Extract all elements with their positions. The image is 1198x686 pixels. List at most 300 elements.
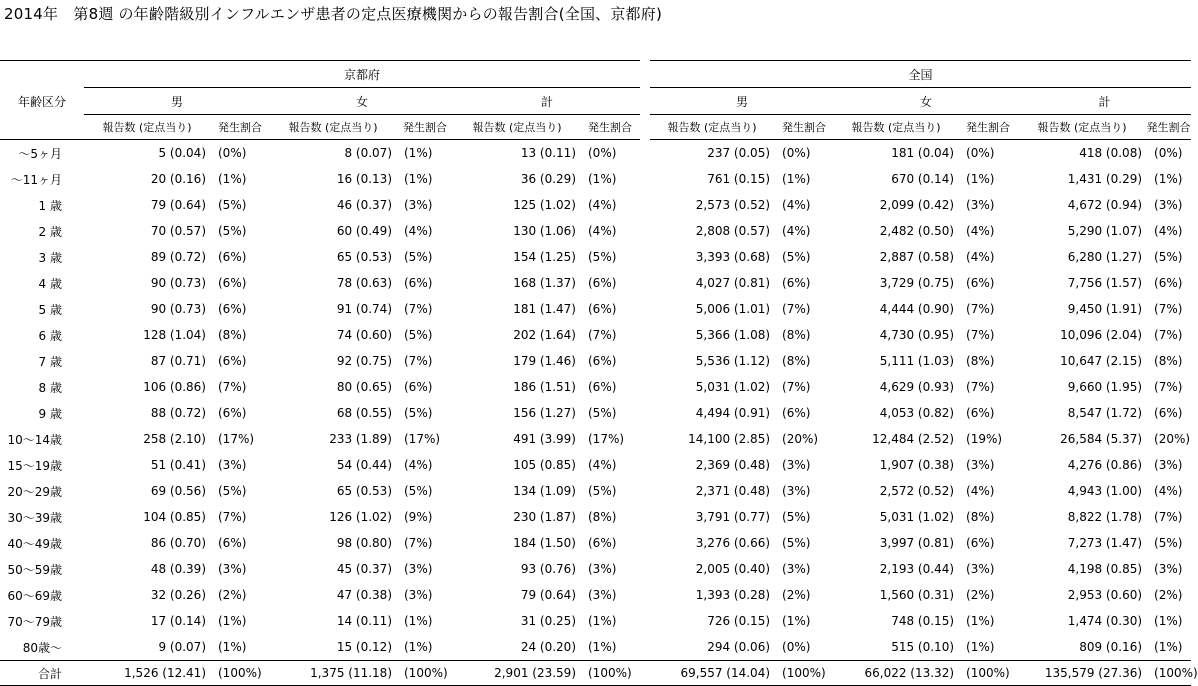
report-count-cell: 10,647 (2.15) — [1060, 354, 1143, 368]
report-count-cell: 5,111 (1.03) — [879, 354, 955, 368]
report-count-cell: 202 (1.64) — [513, 328, 576, 342]
report-count-cell: 74 (0.60) — [336, 328, 392, 342]
report-count-cell: 2,573 (0.52) — [695, 198, 771, 212]
rate-cell: (5%) — [1154, 536, 1183, 550]
report-count-cell: 12,484 (2.52) — [872, 432, 955, 446]
report-count-cell: 5,031 (1.02) — [879, 510, 955, 524]
rate-cell: (3%) — [404, 198, 433, 212]
rate-cell: (2%) — [966, 588, 995, 602]
rate-cell: (8%) — [1154, 354, 1183, 368]
report-count-cell: 105 (0.85) — [513, 458, 576, 472]
report-count-cell: 14 (0.11) — [336, 614, 392, 628]
rate-cell: (7%) — [404, 302, 433, 316]
report-count-cell: 130 (1.06) — [513, 224, 576, 238]
table-row — [0, 530, 1191, 556]
report-count-cell: 5,006 (1.01) — [695, 302, 771, 316]
report-count-cell: 2,808 (0.57) — [695, 224, 771, 238]
table-row — [0, 322, 1191, 348]
col-report-header: 報告数 (定点当り) — [454, 115, 580, 140]
region-separator — [640, 608, 650, 634]
report-count-cell: 78 (0.63) — [336, 276, 392, 290]
report-count-cell: 98 (0.80) — [336, 536, 392, 550]
rate-cell: (0%) — [782, 640, 811, 654]
report-count-cell: 6,280 (1.27) — [1067, 250, 1143, 264]
table-row — [0, 478, 1191, 504]
table-row — [0, 218, 1191, 244]
rate-cell: (6%) — [588, 276, 617, 290]
rate-cell: (7%) — [1154, 328, 1183, 342]
report-count-cell: 4,494 (0.91) — [695, 406, 771, 420]
region-separator — [640, 218, 650, 244]
table-row — [0, 192, 1191, 218]
report-count-cell: 4,943 (1.00) — [1067, 484, 1143, 498]
rate-cell: (1%) — [1154, 640, 1183, 654]
region-separator — [640, 244, 650, 270]
region-separator — [640, 661, 650, 686]
rate-cell: (6%) — [1154, 406, 1183, 420]
report-count-cell: 5,290 (1.07) — [1067, 224, 1143, 238]
age-group-label: 15～19歳 — [7, 458, 62, 473]
age-header-spacer — [0, 115, 84, 140]
report-count-cell: 126 (1.02) — [329, 510, 392, 524]
report-count-cell: 106 (0.86) — [143, 380, 206, 394]
rate-cell: (7%) — [218, 510, 247, 524]
report-count-cell: 16 (0.13) — [336, 172, 392, 186]
rate-cell: (3%) — [782, 562, 811, 576]
rate-cell: (6%) — [218, 536, 247, 550]
rate-cell: (4%) — [966, 224, 995, 238]
table-row — [0, 400, 1191, 426]
report-count-cell: 2,482 (0.50) — [879, 224, 955, 238]
sex-header-national-male: 男 — [650, 88, 834, 115]
table-row — [0, 244, 1191, 270]
rate-cell: (0%) — [218, 146, 247, 160]
report-count-cell: 9,450 (1.91) — [1067, 302, 1143, 316]
region-separator — [640, 478, 650, 504]
report-count-cell: 8,547 (1.72) — [1067, 406, 1143, 420]
report-count-cell: 2,193 (0.44) — [879, 562, 955, 576]
report-count-cell: 181 (0.04) — [891, 146, 955, 160]
rate-cell: (6%) — [404, 380, 433, 394]
age-group-label: 10～14歳 — [7, 432, 62, 447]
report-count-cell: 65 (0.53) — [336, 484, 392, 498]
age-group-label: 4 歳 — [38, 276, 62, 291]
rate-cell: (6%) — [404, 276, 433, 290]
col-rate-header: 発生割合 — [958, 115, 1018, 140]
rate-cell: (1%) — [404, 146, 433, 160]
report-count-cell: 2,005 (0.40) — [695, 562, 771, 576]
report-count-cell: 3,276 (0.66) — [695, 536, 771, 550]
rate-cell: (100%) — [774, 661, 834, 686]
rate-cell: (1%) — [588, 614, 617, 628]
rate-cell: (9%) — [404, 510, 433, 524]
rate-cell: (1%) — [782, 614, 811, 628]
region-separator — [640, 582, 650, 608]
report-count-cell: 47 (0.38) — [336, 588, 392, 602]
rate-cell: (8%) — [782, 328, 811, 342]
age-group-label: 6 歳 — [38, 328, 62, 343]
column-header-row — [0, 115, 1191, 140]
region-separator — [640, 296, 650, 322]
report-count-cell: 8 (0.07) — [344, 146, 392, 160]
sex-header-row — [0, 88, 1191, 115]
age-group-label: 合計 — [0, 661, 84, 686]
rate-cell: (5%) — [782, 510, 811, 524]
rate-cell: (6%) — [1154, 276, 1183, 290]
report-count-cell: 2,572 (0.52) — [879, 484, 955, 498]
col-rate-header: 発生割合 — [774, 115, 834, 140]
rate-cell: (5%) — [782, 250, 811, 264]
report-count-cell: 186 (1.51) — [513, 380, 576, 394]
report-count-cell: 91 (0.74) — [336, 302, 392, 316]
report-count-cell: 670 (0.14) — [891, 172, 955, 186]
col-rate-header: 発生割合 — [580, 115, 640, 140]
report-count-cell: 5,366 (1.08) — [695, 328, 771, 342]
report-count-cell: 65 (0.53) — [336, 250, 392, 264]
rate-cell: (2%) — [1154, 588, 1183, 602]
rate-cell: (3%) — [1154, 562, 1183, 576]
table-row — [0, 504, 1191, 530]
rate-cell: (17%) — [404, 432, 441, 446]
rate-cell: (1%) — [1154, 614, 1183, 628]
report-count-cell: 237 (0.05) — [707, 146, 771, 160]
region-separator — [640, 400, 650, 426]
rate-cell: (4%) — [588, 458, 617, 472]
report-count-cell: 3,729 (0.75) — [879, 276, 955, 290]
report-count-cell: 134 (1.09) — [513, 484, 576, 498]
rate-cell: (3%) — [588, 588, 617, 602]
report-count-cell: 46 (0.37) — [336, 198, 392, 212]
rate-cell: (1%) — [588, 640, 617, 654]
rate-cell: (6%) — [966, 276, 995, 290]
rate-cell: (7%) — [404, 536, 433, 550]
region-header-row — [0, 61, 1191, 88]
rate-cell: (8%) — [588, 510, 617, 524]
rate-cell: (6%) — [218, 250, 247, 264]
rate-cell: (4%) — [404, 224, 433, 238]
rate-cell: (7%) — [782, 302, 811, 316]
report-count-cell: 1,560 (0.31) — [879, 588, 955, 602]
rate-cell: (100%) — [1146, 661, 1191, 686]
age-group-label: 50～59歳 — [7, 562, 62, 577]
report-count-cell: 70 (0.57) — [150, 224, 206, 238]
rate-cell: (1%) — [404, 172, 433, 186]
rate-cell: (0%) — [782, 146, 811, 160]
report-count-cell: 2,953 (0.60) — [1067, 588, 1143, 602]
report-count-cell: 294 (0.06) — [707, 640, 771, 654]
age-group-label: 3 歳 — [38, 250, 62, 265]
region-header-national: 全国 — [650, 61, 1191, 88]
rate-cell: (5%) — [1154, 250, 1183, 264]
col-report-header: 報告数 (定点当り) — [84, 115, 210, 140]
age-group-label: 5 歳 — [38, 302, 62, 317]
rate-cell: (6%) — [782, 406, 811, 420]
report-count-cell: 4,444 (0.90) — [879, 302, 955, 316]
report-count-cell: 2,099 (0.42) — [879, 198, 955, 212]
rate-cell: (4%) — [1154, 224, 1183, 238]
age-header: 年齢区分 — [17, 94, 66, 109]
table-row — [0, 270, 1191, 296]
report-count-cell: 181 (1.47) — [513, 302, 576, 316]
col-report-header: 報告数 (定点当り) — [834, 115, 958, 140]
rate-cell: (4%) — [588, 198, 617, 212]
rate-cell: (1%) — [966, 172, 995, 186]
col-report-header: 報告数 (定点当り) — [650, 115, 774, 140]
age-header-spacer — [0, 61, 84, 88]
report-count-cell: 3,393 (0.68) — [695, 250, 771, 264]
region-separator — [640, 88, 650, 115]
report-count-cell: 2,371 (0.48) — [695, 484, 771, 498]
rate-cell: (3%) — [966, 562, 995, 576]
sex-header-national-total: 計 — [1018, 88, 1191, 115]
col-report-header: 報告数 (定点当り) — [270, 115, 396, 140]
influenza-report-table — [0, 60, 1198, 686]
sex-header-national-female: 女 — [834, 88, 1018, 115]
age-group-label: 20～29歳 — [7, 484, 62, 499]
report-count-cell: 1,431 (0.29) — [1067, 172, 1143, 186]
rate-cell: (3%) — [404, 588, 433, 602]
table-row — [0, 296, 1191, 322]
age-group-label: 70～79歳 — [7, 614, 62, 629]
report-count-cell: 515 (0.10) — [891, 640, 955, 654]
report-count-cell: 233 (1.89) — [329, 432, 392, 446]
report-count-cell: 9,660 (1.95) — [1067, 380, 1143, 394]
col-rate-header: 発生割合 — [396, 115, 454, 140]
report-count-cell: 93 (0.76) — [520, 562, 576, 576]
rate-cell: (7%) — [1154, 302, 1183, 316]
rate-cell: (17%) — [588, 432, 625, 446]
rate-cell: (1%) — [588, 172, 617, 186]
rate-cell: (7%) — [966, 302, 995, 316]
rate-cell: (5%) — [404, 484, 433, 498]
rate-cell: (4%) — [782, 224, 811, 238]
report-count-cell: 125 (1.02) — [513, 198, 576, 212]
rate-cell: (3%) — [1154, 458, 1183, 472]
rate-cell: (6%) — [966, 406, 995, 420]
report-count-cell: 748 (0.15) — [891, 614, 955, 628]
report-count-cell: 7,273 (1.47) — [1067, 536, 1143, 550]
rate-cell: (1%) — [404, 614, 433, 628]
report-count-cell: 5,536 (1.12) — [695, 354, 771, 368]
report-count-cell: 10,096 (2.04) — [1060, 328, 1143, 342]
rate-cell: (100%) — [396, 661, 454, 686]
rate-cell: (6%) — [782, 276, 811, 290]
rate-cell: (6%) — [218, 276, 247, 290]
report-count-cell: 2,887 (0.58) — [879, 250, 955, 264]
report-count-cell: 4,672 (0.94) — [1067, 198, 1143, 212]
report-count-cell: 809 (0.16) — [1079, 640, 1143, 654]
region-separator — [640, 270, 650, 296]
report-count-cell: 15 (0.12) — [336, 640, 392, 654]
rate-cell: (5%) — [404, 406, 433, 420]
rate-cell: (3%) — [404, 562, 433, 576]
rate-cell: (6%) — [218, 302, 247, 316]
rate-cell: (0%) — [1154, 146, 1183, 160]
age-group-label: 30～39歳 — [7, 510, 62, 525]
region-separator — [640, 426, 650, 452]
rate-cell: (1%) — [404, 640, 433, 654]
rate-cell: (8%) — [966, 510, 995, 524]
age-group-label: ～11ヶ月 — [10, 172, 62, 187]
report-count-cell: 4,629 (0.93) — [879, 380, 955, 394]
report-count-cell: 5 (0.04) — [158, 146, 206, 160]
table-row — [0, 374, 1191, 400]
report-count-cell: 88 (0.72) — [150, 406, 206, 420]
report-count-cell: 36 (0.29) — [520, 172, 576, 186]
age-group-label: 8 歳 — [38, 380, 62, 395]
report-count-cell: 66,022 (13.32) — [834, 661, 958, 686]
report-count-cell: 135,579 (27.36) — [1018, 661, 1146, 686]
report-count-cell: 5,031 (1.02) — [695, 380, 771, 394]
rate-cell: (1%) — [1154, 172, 1183, 186]
report-count-cell: 230 (1.87) — [513, 510, 576, 524]
rate-cell: (3%) — [218, 562, 247, 576]
report-count-cell: 90 (0.73) — [150, 276, 206, 290]
age-group-label: 2 歳 — [38, 224, 62, 239]
rate-cell: (4%) — [966, 250, 995, 264]
table-row — [0, 608, 1191, 634]
report-count-cell: 80 (0.65) — [336, 380, 392, 394]
rate-cell: (7%) — [218, 380, 247, 394]
table-row — [0, 348, 1191, 374]
rate-cell: (5%) — [588, 406, 617, 420]
rate-cell: (7%) — [966, 380, 995, 394]
region-separator — [640, 192, 650, 218]
report-count-cell: 184 (1.50) — [513, 536, 576, 550]
report-count-cell: 156 (1.27) — [513, 406, 576, 420]
report-count-cell: 51 (0.41) — [150, 458, 206, 472]
rate-cell: (4%) — [404, 458, 433, 472]
report-count-cell: 104 (0.85) — [143, 510, 206, 524]
rate-cell: (5%) — [218, 484, 247, 498]
col-rate-header: 発生割合 — [1146, 115, 1191, 140]
region-separator — [640, 452, 650, 478]
table-row — [0, 582, 1191, 608]
rate-cell: (100%) — [580, 661, 640, 686]
rate-cell: (6%) — [966, 536, 995, 550]
report-count-cell: 761 (0.15) — [707, 172, 771, 186]
report-count-cell: 168 (1.37) — [513, 276, 576, 290]
rate-cell: (5%) — [782, 536, 811, 550]
region-separator — [640, 140, 650, 167]
region-separator — [640, 61, 650, 88]
report-count-cell: 1,474 (0.30) — [1067, 614, 1143, 628]
rate-cell: (5%) — [588, 484, 617, 498]
region-separator — [640, 166, 650, 192]
report-count-cell: 258 (2.10) — [143, 432, 206, 446]
sex-header-kyoto-total: 計 — [454, 88, 640, 115]
table-row — [0, 166, 1191, 192]
report-count-cell: 79 (0.64) — [520, 588, 576, 602]
report-count-cell: 4,053 (0.82) — [879, 406, 955, 420]
table-row — [0, 556, 1191, 582]
report-count-cell: 2,901 (23.59) — [454, 661, 580, 686]
rate-cell: (4%) — [588, 224, 617, 238]
region-separator — [640, 348, 650, 374]
rate-cell: (20%) — [1154, 432, 1191, 446]
rate-cell: (7%) — [966, 328, 995, 342]
report-count-cell: 128 (1.04) — [143, 328, 206, 342]
col-report-header: 報告数 (定点当り) — [1018, 115, 1146, 140]
region-separator — [640, 115, 650, 140]
table-row — [0, 426, 1191, 452]
report-count-cell: 418 (0.08) — [1079, 146, 1143, 160]
report-count-cell: 2,369 (0.48) — [695, 458, 771, 472]
age-group-label: 7 歳 — [38, 354, 62, 369]
report-count-cell: 1,375 (11.18) — [270, 661, 396, 686]
rate-cell: (3%) — [966, 458, 995, 472]
report-count-cell: 1,393 (0.28) — [695, 588, 771, 602]
report-count-cell: 14,100 (2.85) — [688, 432, 771, 446]
region-separator — [640, 504, 650, 530]
rate-cell: (3%) — [966, 198, 995, 212]
rate-cell: (7%) — [1154, 510, 1183, 524]
rate-cell: (100%) — [958, 661, 1018, 686]
report-count-cell: 8,822 (1.78) — [1067, 510, 1143, 524]
rate-cell: (1%) — [218, 640, 247, 654]
rate-cell: (2%) — [782, 588, 811, 602]
rate-cell: (7%) — [1154, 380, 1183, 394]
rate-cell: (0%) — [588, 146, 617, 160]
rate-cell: (3%) — [218, 458, 247, 472]
rate-cell: (4%) — [782, 198, 811, 212]
rate-cell: (8%) — [966, 354, 995, 368]
rate-cell: (17%) — [218, 432, 255, 446]
rate-cell: (1%) — [966, 640, 995, 654]
region-separator — [640, 374, 650, 400]
report-count-cell: 1,907 (0.38) — [879, 458, 955, 472]
age-group-label: ～5ヶ月 — [18, 146, 62, 161]
rate-cell: (5%) — [588, 250, 617, 264]
age-group-label: 40～49歳 — [7, 536, 62, 551]
report-count-cell: 60 (0.49) — [336, 224, 392, 238]
rate-cell: (8%) — [782, 354, 811, 368]
rate-cell: (5%) — [218, 198, 247, 212]
table-row — [0, 140, 1191, 167]
rate-cell: (20%) — [782, 432, 819, 446]
rate-cell: (6%) — [588, 354, 617, 368]
rate-cell: (6%) — [588, 536, 617, 550]
sex-header-kyoto-male: 男 — [84, 88, 270, 115]
report-count-cell: 3,791 (0.77) — [695, 510, 771, 524]
rate-cell: (4%) — [1154, 484, 1183, 498]
report-count-cell: 9 (0.07) — [158, 640, 206, 654]
report-count-cell: 7,756 (1.57) — [1067, 276, 1143, 290]
rate-cell: (6%) — [218, 406, 247, 420]
report-count-cell: 90 (0.73) — [150, 302, 206, 316]
rate-cell: (1%) — [218, 614, 247, 628]
rate-cell: (5%) — [404, 250, 433, 264]
report-count-cell: 79 (0.64) — [150, 198, 206, 212]
sex-header-kyoto-female: 女 — [270, 88, 454, 115]
rate-cell: (1%) — [966, 614, 995, 628]
report-count-cell: 68 (0.55) — [336, 406, 392, 420]
region-separator — [640, 634, 650, 661]
rate-cell: (100%) — [210, 661, 270, 686]
rate-cell: (1%) — [782, 172, 811, 186]
region-separator — [640, 530, 650, 556]
report-count-cell: 48 (0.39) — [150, 562, 206, 576]
age-group-label: 80歳～ — [22, 640, 62, 655]
rate-cell: (1%) — [218, 172, 247, 186]
age-group-label: 60～69歳 — [7, 588, 62, 603]
total-row — [0, 661, 1191, 686]
region-separator — [640, 556, 650, 582]
report-count-cell: 4,027 (0.81) — [695, 276, 771, 290]
report-count-cell: 4,198 (0.85) — [1067, 562, 1143, 576]
rate-cell: (5%) — [218, 224, 247, 238]
report-count-cell: 4,276 (0.86) — [1067, 458, 1143, 472]
